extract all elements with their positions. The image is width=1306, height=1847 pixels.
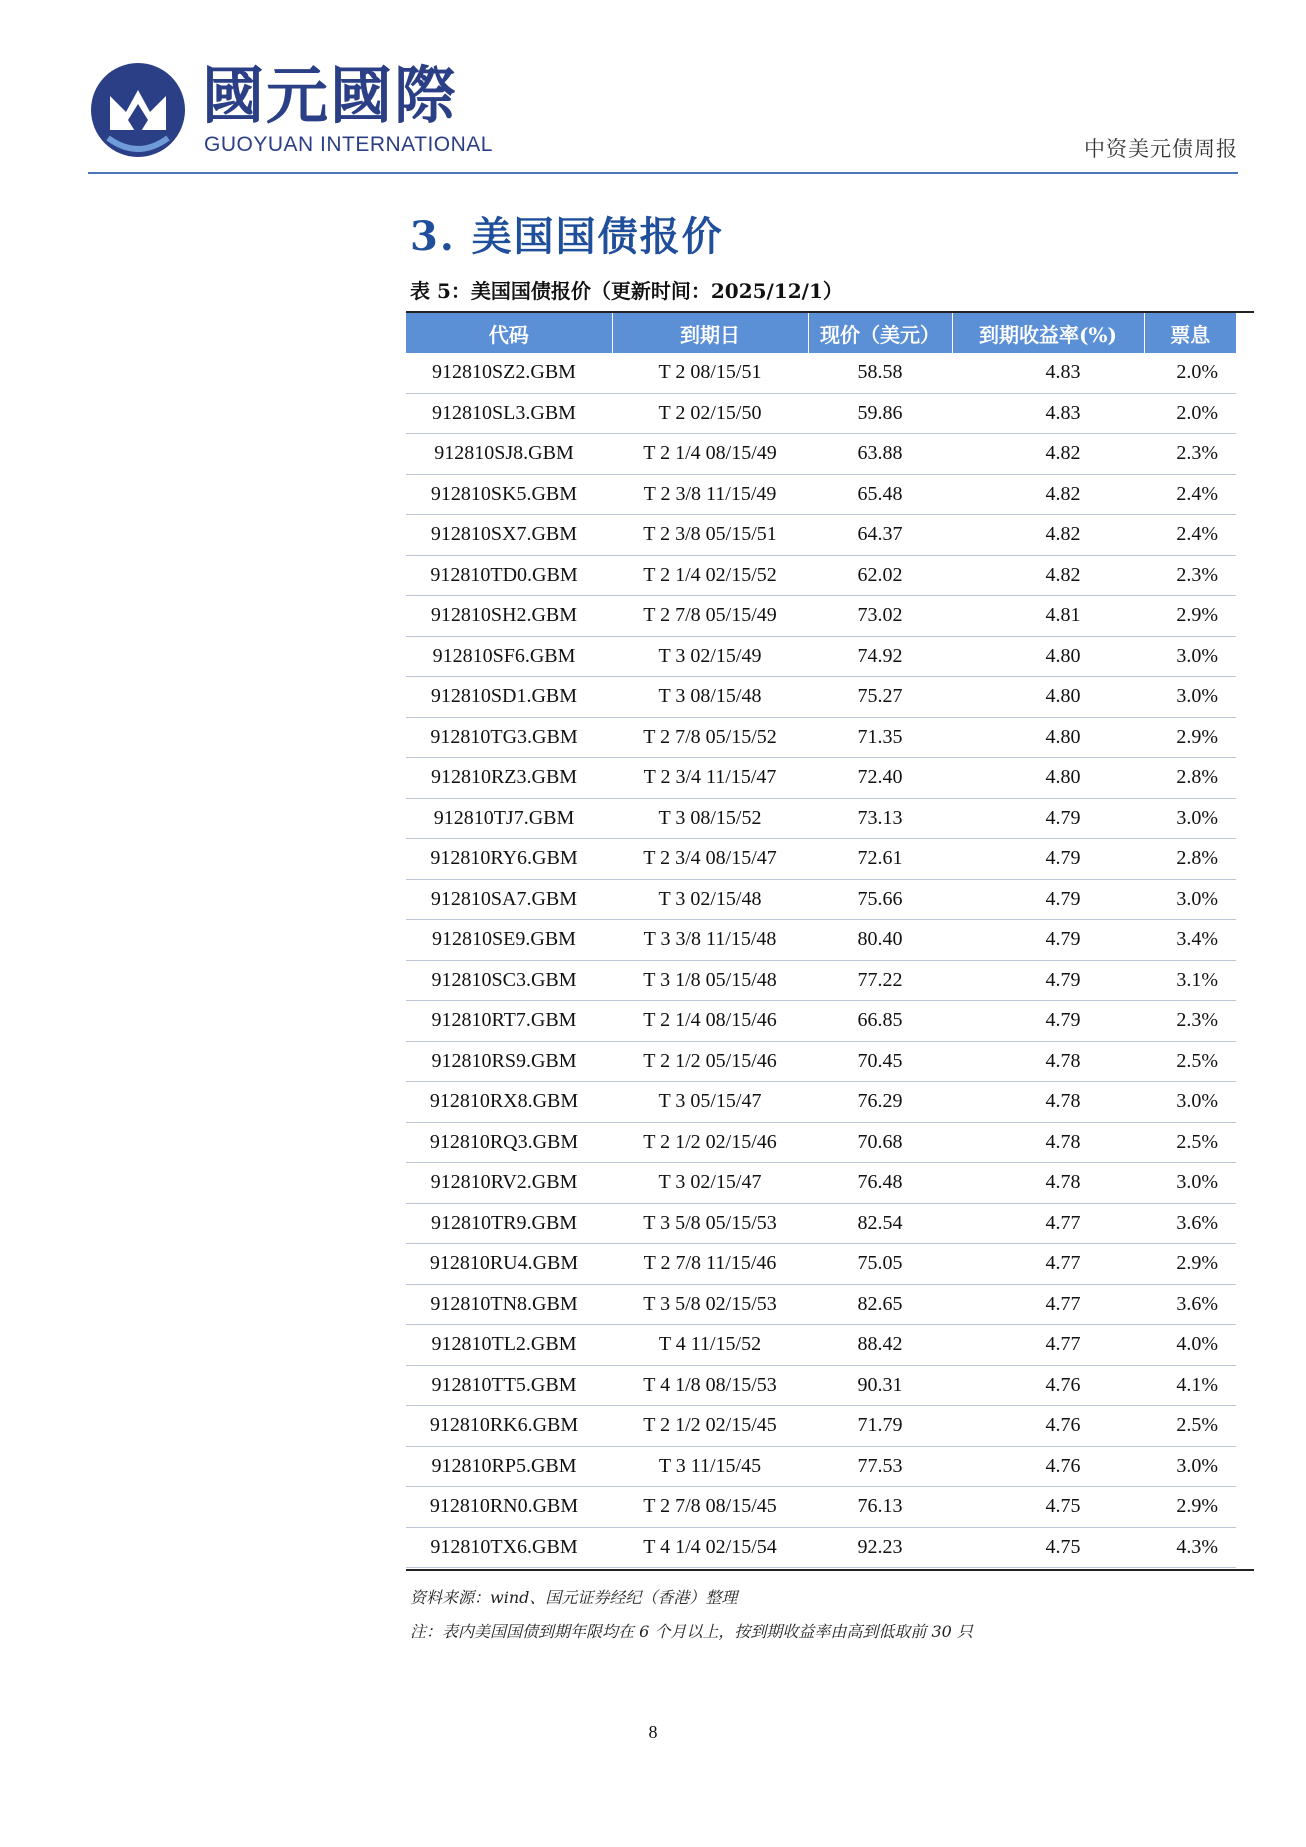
cell-maturity: T 3 02/15/49 [612,636,808,677]
cell-yield: 4.82 [952,555,1144,596]
cell-coupon: 2.9% [1144,1487,1236,1528]
table-row [406,1203,1236,1244]
cell-coupon: 4.3% [1144,1527,1236,1568]
cell-maturity: T 3 02/15/48 [612,879,808,920]
cell-code: 912810SK5.GBM [406,474,612,515]
table-row [406,1122,1236,1163]
page-header [88,55,1238,175]
cell-code: 912810TR9.GBM [406,1203,612,1244]
table-row [406,555,1236,596]
cell-coupon: 3.1% [1144,960,1236,1001]
cell-price: 63.88 [808,434,952,475]
cell-yield: 4.83 [952,353,1144,393]
cell-coupon: 2.5% [1144,1041,1236,1082]
cell-maturity: T 3 11/15/45 [612,1446,808,1487]
cell-code: 912810SJ8.GBM [406,434,612,475]
table-row [406,1406,1236,1447]
cell-code: 912810RU4.GBM [406,1244,612,1285]
cell-maturity: T 3 08/15/52 [612,798,808,839]
cell-maturity: T 3 3/8 11/15/48 [612,920,808,961]
cell-price: 75.66 [808,879,952,920]
cell-coupon: 2.4% [1144,474,1236,515]
table-row [406,515,1236,556]
cell-coupon: 2.8% [1144,839,1236,880]
table-row [406,1001,1236,1042]
cell-price: 76.29 [808,1082,952,1123]
cell-code: 912810RP5.GBM [406,1446,612,1487]
cell-yield: 4.80 [952,717,1144,758]
table-body [406,353,1236,1568]
cell-maturity: T 2 7/8 08/15/45 [612,1487,808,1528]
cell-maturity: T 3 08/15/48 [612,677,808,718]
table-header-row [406,313,1236,353]
cell-price: 64.37 [808,515,952,556]
cell-code: 912810RQ3.GBM [406,1122,612,1163]
cell-price: 77.22 [808,960,952,1001]
cell-coupon: 3.6% [1144,1203,1236,1244]
table-row [406,1244,1236,1285]
cell-coupon: 2.9% [1144,596,1236,637]
cell-code: 912810SX7.GBM [406,515,612,556]
cell-yield: 4.76 [952,1446,1144,1487]
table-row [406,1163,1236,1204]
cell-maturity: T 2 08/15/51 [612,353,808,393]
column-header-price: 现价（美元） [808,313,952,353]
cell-coupon: 2.9% [1144,1244,1236,1285]
cell-code: 912810TN8.GBM [406,1284,612,1325]
cell-coupon: 3.0% [1144,677,1236,718]
table-row [406,1365,1236,1406]
column-header-code: 代码 [406,313,612,353]
cell-maturity: T 2 3/8 05/15/51 [612,515,808,556]
cell-maturity: T 3 5/8 02/15/53 [612,1284,808,1325]
table-row [406,1487,1236,1528]
table-row [406,393,1236,434]
cell-code: 912810SZ2.GBM [406,353,612,393]
table-row [406,474,1236,515]
cell-code: 912810RK6.GBM [406,1406,612,1447]
table-row [406,1284,1236,1325]
cell-price: 77.53 [808,1446,952,1487]
cell-price: 92.23 [808,1527,952,1568]
table-row [406,1041,1236,1082]
table-row [406,839,1236,880]
column-header-yield: 到期收益率(%) [952,313,1144,353]
cell-coupon: 2.4% [1144,515,1236,556]
cell-maturity: T 2 7/8 11/15/46 [612,1244,808,1285]
cell-price: 75.05 [808,1244,952,1285]
cell-yield: 4.75 [952,1527,1144,1568]
table-row [406,636,1236,677]
cell-maturity: T 2 1/4 08/15/49 [612,434,808,475]
cell-yield: 4.80 [952,636,1144,677]
cell-yield: 4.82 [952,434,1144,475]
cell-yield: 4.80 [952,677,1144,718]
cell-yield: 4.79 [952,960,1144,1001]
cell-price: 76.13 [808,1487,952,1528]
cell-coupon: 4.1% [1144,1365,1236,1406]
cell-price: 76.48 [808,1163,952,1204]
cell-coupon: 3.4% [1144,920,1236,961]
cell-maturity: T 3 05/15/47 [612,1082,808,1123]
cell-code: 912810TG3.GBM [406,717,612,758]
cell-price: 59.86 [808,393,952,434]
cell-maturity: T 4 11/15/52 [612,1325,808,1366]
cell-code: 912810RV2.GBM [406,1163,612,1204]
cell-code: 912810SF6.GBM [406,636,612,677]
cell-price: 72.61 [808,839,952,880]
cell-price: 66.85 [808,1001,952,1042]
cell-coupon: 2.9% [1144,717,1236,758]
cell-price: 88.42 [808,1325,952,1366]
table-row [406,879,1236,920]
cell-coupon: 3.0% [1144,1446,1236,1487]
cell-code: 912810RZ3.GBM [406,758,612,799]
table-row [406,1082,1236,1123]
cell-coupon: 2.3% [1144,1001,1236,1042]
cell-maturity: T 3 02/15/47 [612,1163,808,1204]
cell-price: 71.35 [808,717,952,758]
source-note: 资料来源：wind、国元证券经纪（香港）整理 [410,1588,738,1607]
cell-coupon: 2.3% [1144,555,1236,596]
cell-yield: 4.77 [952,1203,1144,1244]
cell-price: 62.02 [808,555,952,596]
cell-coupon: 4.0% [1144,1325,1236,1366]
cell-maturity: T 3 1/8 05/15/48 [612,960,808,1001]
cell-coupon: 3.0% [1144,879,1236,920]
table-row [406,1527,1236,1568]
cell-maturity: T 2 1/4 02/15/52 [612,555,808,596]
cell-price: 80.40 [808,920,952,961]
column-header-coupon: 票息 [1144,313,1236,353]
cell-code: 912810TX6.GBM [406,1527,612,1568]
cell-coupon: 2.5% [1144,1122,1236,1163]
cell-maturity: T 2 7/8 05/15/52 [612,717,808,758]
cell-price: 70.68 [808,1122,952,1163]
cell-maturity: T 2 3/4 08/15/47 [612,839,808,880]
cell-code: 912810TD0.GBM [406,555,612,596]
cell-maturity: T 4 1/4 02/15/54 [612,1527,808,1568]
cell-price: 72.40 [808,758,952,799]
cell-yield: 4.79 [952,839,1144,880]
cell-yield: 4.78 [952,1122,1144,1163]
cell-yield: 4.78 [952,1163,1144,1204]
cell-yield: 4.79 [952,879,1144,920]
cell-coupon: 3.0% [1144,636,1236,677]
cell-maturity: T 2 3/8 11/15/49 [612,474,808,515]
cell-code: 912810TL2.GBM [406,1325,612,1366]
cell-coupon: 3.6% [1144,1284,1236,1325]
cell-yield: 4.81 [952,596,1144,637]
table-row [406,596,1236,637]
cell-code: 912810RT7.GBM [406,1001,612,1042]
cell-yield: 4.82 [952,474,1144,515]
table-row [406,960,1236,1001]
cell-yield: 4.76 [952,1365,1144,1406]
page-number: 8 [648,1722,658,1742]
cell-maturity: T 2 3/4 11/15/47 [612,758,808,799]
cell-maturity: T 2 1/4 08/15/46 [612,1001,808,1042]
cell-coupon: 3.0% [1144,1163,1236,1204]
cell-yield: 4.82 [952,515,1144,556]
column-header-maturity: 到期日 [612,313,808,353]
cell-coupon: 2.8% [1144,758,1236,799]
header-divider [88,172,1238,174]
cell-yield: 4.77 [952,1284,1144,1325]
cell-price: 73.02 [808,596,952,637]
cell-code: 912810SH2.GBM [406,596,612,637]
cell-code: 912810RX8.GBM [406,1082,612,1123]
table-row [406,920,1236,961]
logo-chinese-name: 國元國際 [202,59,459,132]
guoyuan-logo-icon [88,60,188,160]
cell-price: 74.92 [808,636,952,677]
table-row [406,353,1236,393]
logo-english-name: GUOYUAN INTERNATIONAL [204,133,493,156]
cell-price: 75.27 [808,677,952,718]
table-row [406,798,1236,839]
footnote: 注：表内美国国债到期年限均在 6 个月以上，按到期收益率由高到低取前 30 只 [410,1622,973,1641]
cell-coupon: 2.0% [1144,393,1236,434]
table-row [406,1325,1236,1366]
table-bottom-rule [406,1569,1254,1571]
cell-maturity: T 2 7/8 05/15/49 [612,596,808,637]
cell-maturity: T 3 5/8 05/15/53 [612,1203,808,1244]
cell-price: 58.58 [808,353,952,393]
cell-price: 71.79 [808,1406,952,1447]
cell-code: 912810RY6.GBM [406,839,612,880]
cell-code: 912810RN0.GBM [406,1487,612,1528]
cell-yield: 4.80 [952,758,1144,799]
cell-yield: 4.78 [952,1082,1144,1123]
cell-yield: 4.78 [952,1041,1144,1082]
cell-price: 65.48 [808,474,952,515]
cell-coupon: 2.5% [1144,1406,1236,1447]
cell-price: 82.54 [808,1203,952,1244]
cell-price: 90.31 [808,1365,952,1406]
cell-code: 912810RS9.GBM [406,1041,612,1082]
table-row [406,717,1236,758]
cell-code: 912810SD1.GBM [406,677,612,718]
table-row [406,1446,1236,1487]
cell-yield: 4.77 [952,1244,1144,1285]
cell-maturity: T 2 1/2 02/15/46 [612,1122,808,1163]
cell-yield: 4.79 [952,920,1144,961]
cell-yield: 4.79 [952,1001,1144,1042]
table-row [406,677,1236,718]
cell-price: 70.45 [808,1041,952,1082]
cell-yield: 4.76 [952,1406,1144,1447]
cell-coupon: 3.0% [1144,1082,1236,1123]
table-caption: 表 5：美国国债报价（更新时间：2025/12/1） [410,279,843,303]
table-row [406,758,1236,799]
cell-maturity: T 2 02/15/50 [612,393,808,434]
cell-code: 912810TT5.GBM [406,1365,612,1406]
cell-coupon: 3.0% [1144,798,1236,839]
cell-yield: 4.75 [952,1487,1144,1528]
cell-price: 73.13 [808,798,952,839]
cell-coupon: 2.0% [1144,353,1236,393]
cell-yield: 4.77 [952,1325,1144,1366]
cell-code: 912810SA7.GBM [406,879,612,920]
cell-yield: 4.83 [952,393,1144,434]
cell-maturity: T 2 1/2 02/15/45 [612,1406,808,1447]
section-title: 3. 美国国债报价 [410,213,724,260]
cell-maturity: T 4 1/8 08/15/53 [612,1365,808,1406]
cell-code: 912810SC3.GBM [406,960,612,1001]
cell-code: 912810SE9.GBM [406,920,612,961]
cell-code: 912810TJ7.GBM [406,798,612,839]
cell-maturity: T 2 1/2 05/15/46 [612,1041,808,1082]
table-row [406,434,1236,475]
cell-code: 912810SL3.GBM [406,393,612,434]
cell-coupon: 2.3% [1144,434,1236,475]
treasury-quote-table [406,311,1254,1571]
cell-price: 82.65 [808,1284,952,1325]
cell-yield: 4.79 [952,798,1144,839]
report-name: 中资美元债周报 [1084,137,1238,161]
